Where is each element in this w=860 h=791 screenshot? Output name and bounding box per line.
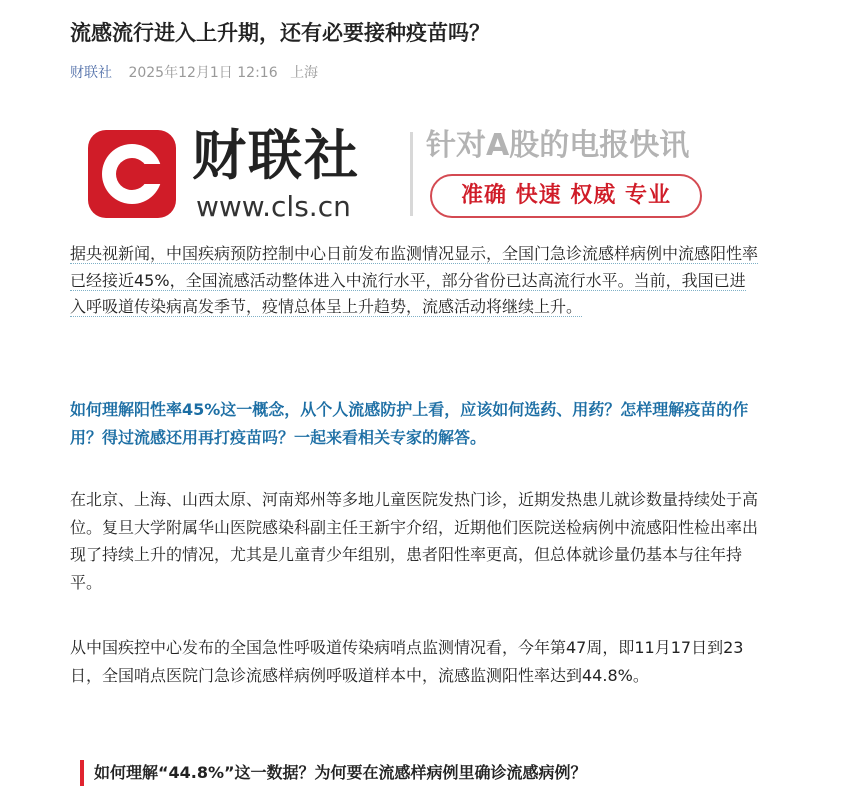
banner-url: www.cls.cn	[196, 190, 351, 223]
paragraph-1-text: 据央视新闻，中国疾病预防控制中心日前发布监测情况显示，全国门急诊流感样病例中流感阳性率已经接近45%，全国流感活动整体进入中流行水平，部分省份已达高流行水平。当前，我国已进入呼吸道传染病高发季节，疫情总体呈上升趋势，流感活动将继续上升。	[70, 244, 759, 316]
paragraph-1	[70, 241, 760, 321]
subheading-accent-bar	[80, 760, 84, 786]
banner-tagline-pill	[430, 174, 702, 218]
article-source[interactable]: 财联社	[70, 65, 112, 81]
article-title: 流感流行进入上升期，还有必要接种疫苗吗？	[70, 21, 490, 45]
banner-tagline: 准确 快速 权威 专业	[461, 183, 671, 208]
article-time: 2025年12月1日 12:16	[128, 65, 278, 81]
banner-brand-name: 财联社	[192, 124, 360, 187]
section-subheading	[80, 758, 760, 788]
cls-banner-image	[88, 118, 748, 228]
banner-slogan: 针对A股的电报快讯	[426, 128, 690, 163]
article-meta	[70, 62, 318, 82]
paragraph-4: 从中国疾控中心发布的全国急性呼吸道传染病哨点监测情况看，今年第47周，即11月17日到23日，全国哨点医院门急诊流感样病例呼吸道样本中，流感监测阳性率达到44.8%。	[70, 638, 744, 685]
banner-divider	[410, 132, 413, 216]
cls-logo-icon	[88, 130, 176, 218]
paragraph-3: 在北京、上海、山西太原、河南郑州等多地儿童医院发热门诊，近期发热患儿就诊数量持续处于高位。复旦大学附属华山医院感染科副主任王新宇介绍，近期他们医院送检病例中流感阳性检出率出现了持续上升的情况，尤其是儿童青少年组别，患者阳性率更高，但总体就诊量仍基本与往年持平。	[70, 490, 759, 592]
subheading-text: 如何理解“44.8%”这一数据？为何要在流感样病例里确诊流感病例？	[94, 763, 587, 782]
highlight-paragraph: 如何理解阳性率45%这一概念，从个人流感防护上看，应该如何选药、用药？怎样理解疫苗的作用？得过流感还用再打疫苗吗？一起来看相关专家的解答。	[70, 400, 749, 447]
article-location: 上海	[290, 65, 319, 81]
logo-c-letter	[102, 144, 162, 204]
